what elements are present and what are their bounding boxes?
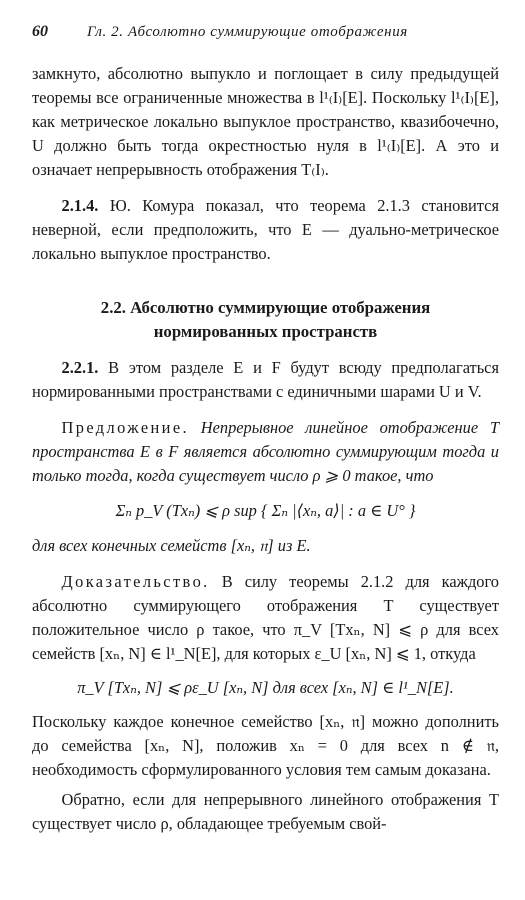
remark-2-1-4: [32, 194, 499, 266]
subsection-2-2-1: [32, 356, 499, 404]
proof-paragraph-1: [32, 570, 499, 666]
section-heading: [32, 296, 499, 344]
running-head: Гл. 2. Абсолютно суммирующие отображения: [87, 24, 408, 40]
section-title-line2: нормированных пространств: [153, 322, 378, 341]
proposition-text: Непрерывное линейное отображение T пространства E в F является абсолютно суммирующим тогда и только тогда, когда существует число ρ ⩾ 0 такое, что: [32, 418, 499, 485]
paragraph-continuation: замкнуто, абсолютно выпукло и поглощает в силу предыдущей теоремы все ограниченные множества в l¹₍I₎[E]. Поскольку l¹₍I₎[E], как метрическое локально выпуклое пространство, квазибочечно, U должно быть тогда окрестностью нуля в l¹₍I₎[E]. А это и означает непрерывность отображения T₍I₎.: [32, 64, 499, 179]
page-header: [32, 20, 499, 46]
proof-paragraph-3: Обратно, если для непрерывного линейного отображения T существует число ρ, обладающее требуемым свой-: [32, 790, 499, 833]
remark-number: 2.1.4.: [61, 196, 99, 215]
subsection-text: В этом разделе E и F будут всюду предполагаться нормированными пространствами с единичными шарами U и V.: [32, 358, 499, 401]
page-number: 60: [32, 23, 48, 40]
section-number: 2.2.: [100, 298, 126, 317]
proof-paragraph-2: Поскольку каждое конечное семейство [xₙ, 𝔫] можно дополнить до семейства [xₙ, N], положив xₙ = 0 для всех n ∉ 𝔫, необходимость сформулированного условия тем самым доказана.: [32, 712, 499, 779]
remark-text: Ю. Комура показал, что теорема 2.1.3 становится неверной, если предположить, что E — дуально-метрическое локально выпуклое пространство.: [32, 196, 499, 263]
section-title-line1: Абсолютно суммирующие отображения: [130, 298, 431, 317]
proof-label: Доказательство.: [61, 572, 210, 591]
proposition-label: Предложение.: [61, 418, 190, 437]
proposition: [32, 416, 499, 488]
proof-formula: π_V [Txₙ, N] ⩽ ρε_U [xₙ, N] для всех [xₙ, N] ∈ l¹_N[E].: [77, 678, 454, 697]
subsection-number: 2.2.1.: [61, 358, 99, 377]
proof-text-1: В силу теоремы 2.1.2 для каждого абсолютно суммирующего отображения T существует положительное число ρ такое, что π_V [Txₙ, N] ⩽ ρ для всех семейств [xₙ, N] ∈ l¹_N[E], для которых ε_U [xₙ, N] ⩽ 1, откуда: [32, 572, 499, 663]
proposition-tail: для всех конечных семейств [xₙ, 𝔫] из E.: [32, 536, 311, 555]
proposition-formula: Σₙ p_V (Txₙ) ⩽ ρ sup { Σₙ |⟨xₙ, a⟩| : a ∈ U° }: [115, 501, 416, 520]
